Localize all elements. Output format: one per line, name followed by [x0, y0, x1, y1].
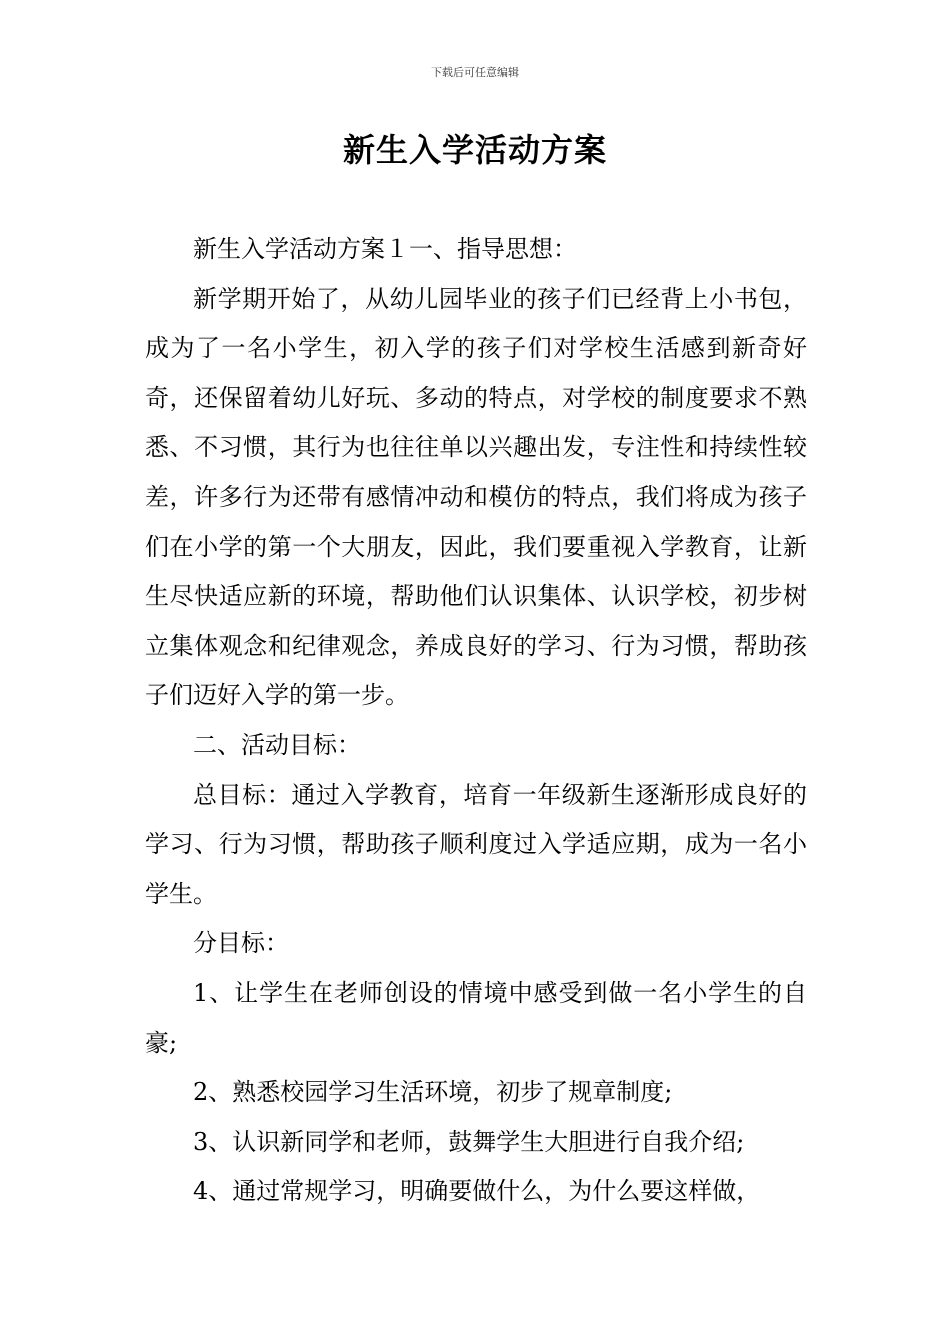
paragraph-sub-goal-3: 3、认识新同学和老师，鼓舞学生大胆进行自我介绍; [193, 1127, 745, 1156]
paragraph-guiding-thought: 新学期开始了，从幼儿园毕业的孩子们已经背上小书包，成为了一名小学生，初入学的孩子们对学校生活感到新奇好奇，还保留着幼儿好玩、多动的特点，对学校的制度要求不熟悉、不习惯，其行为也往往单以兴趣出发，专注性和持续性较差，许多行为还带有感情冲动和模仿的特点，我们将成为孩子们在小学的第一个大朋友，因此，我们要重视入学教育，让新生尽快适应新的环境，帮助他们认识集体、认识学校，初步树立集体观念和纪律观念，养成良好的学习、行为习惯，帮助孩子们迈好入学的第一步。 [145, 284, 807, 710]
document-title: 新生入学活动方案 [342, 131, 607, 169]
paragraph-sub-goal-1: 1、让学生在老师创设的情境中感受到做一名小学生的自豪; [145, 978, 807, 1057]
header-note: 下载后可任意编辑 [431, 66, 519, 79]
paragraph-sub-goals-heading: 分目标： [193, 929, 289, 958]
paragraph-sub-goal-4: 4、通过常规学习，明确要做什么，为什么要这样做， [193, 1177, 761, 1206]
paragraph-sub-goal-2: 2、熟悉校园学习生活环境，初步了规章制度; [193, 1078, 673, 1107]
paragraph-goals-heading: 二、活动目标： [193, 730, 361, 759]
document-body [145, 225, 807, 1217]
paragraph-intro-heading: 新生入学活动方案１一、指导思想： [193, 235, 577, 263]
paragraph-overall-goal: 总目标：通过入学教育，培育一年级新生逐渐形成良好的学习、行为习惯，帮助孩子顺利度过入学适应期，成为一名小学生。 [145, 780, 807, 908]
